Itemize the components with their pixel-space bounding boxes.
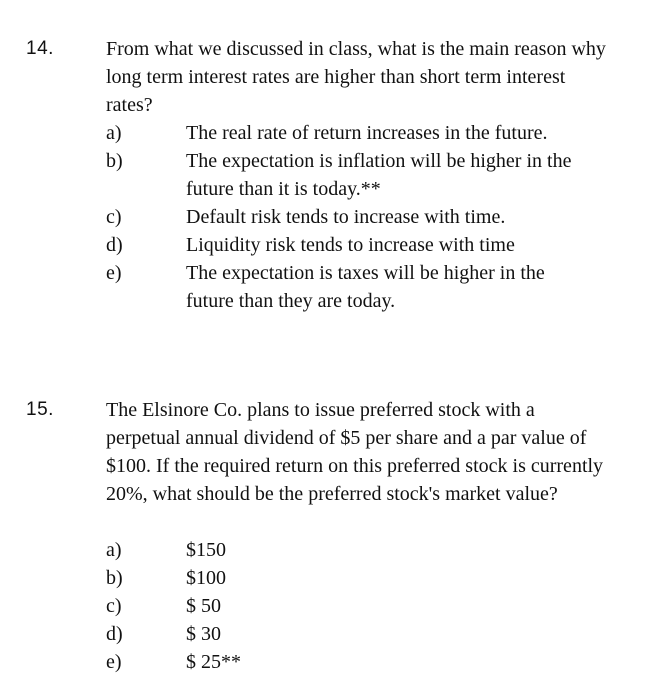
answer-options: [106, 536, 626, 676]
option-text: $ 50: [186, 595, 221, 617]
option-b: [106, 564, 626, 592]
option-letter: b): [106, 567, 123, 589]
answer-options: [106, 119, 626, 315]
option-letter: b): [106, 150, 123, 172]
question-stem: The Elsinore Co. plans to issue preferred stock with a perpetual annual dividend of $5 per share and a par value of $100. If the required return on this preferred stock is currently 20%, what should be the preferred stock's market value?: [106, 399, 604, 505]
option-text: $ 25**: [186, 651, 241, 673]
option-letter: e): [106, 262, 122, 284]
option-d: [106, 231, 626, 259]
option-text: The expectation is taxes will be higher in the future than they are today.: [186, 262, 545, 312]
option-c: [106, 592, 626, 620]
option-text: $100: [186, 567, 226, 589]
option-e: [106, 259, 626, 315]
option-b: [106, 147, 626, 203]
question-number: 15.: [26, 399, 54, 420]
option-letter: d): [106, 623, 123, 645]
option-letter: a): [106, 122, 122, 144]
option-letter: a): [106, 539, 122, 561]
option-a: [106, 119, 626, 147]
question-stem: From what we discussed in class, what is the main reason why long term interest rates are higher than short term interest rates?: [106, 38, 606, 116]
option-letter: e): [106, 651, 122, 673]
option-letter: d): [106, 234, 123, 256]
option-text: The real rate of return increases in the future.: [186, 122, 548, 144]
option-text: The expectation is inflation will be higher in the future than it is today.**: [186, 150, 572, 200]
option-e: [106, 648, 626, 676]
option-text: $ 30: [186, 623, 221, 645]
option-text: Liquidity risk tends to increase with time: [186, 234, 515, 256]
question-number: 14.: [26, 38, 54, 59]
option-text: Default risk tends to increase with time.: [186, 206, 506, 228]
option-text: $150: [186, 539, 226, 561]
option-a: [106, 536, 626, 564]
option-c: [106, 203, 626, 231]
option-letter: c): [106, 206, 122, 228]
option-letter: c): [106, 595, 122, 617]
option-d: [106, 620, 626, 648]
